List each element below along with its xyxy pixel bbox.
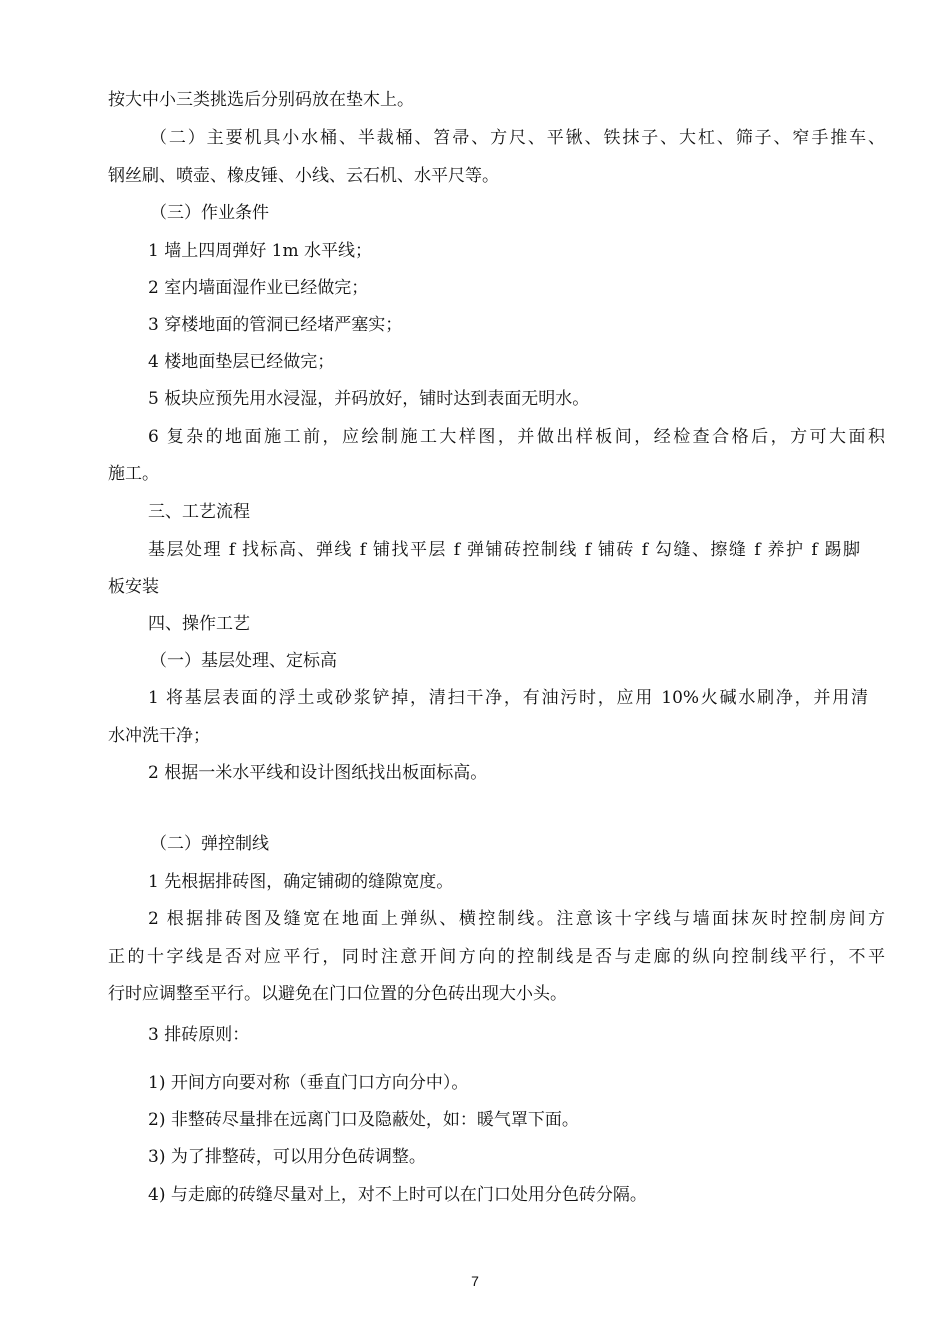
paragraph-line: 正的十字线是否对应平行，同时注意开间方向的控制线是否与走廊的纵向控制线平行，不平 xyxy=(108,947,885,967)
sub-list-item: 4) 与走廊的砖缝尽量对上，对不上时可以在门口处用分色砖分隔。 xyxy=(148,1185,647,1205)
section-heading: （一）基层处理、定标高 xyxy=(150,651,337,671)
list-item: 4 楼地面垫层已经做完； xyxy=(148,352,335,372)
section-heading: 四、操作工艺 xyxy=(148,614,250,634)
list-item: 1 将基层表面的浮土或砂浆铲掉，清扫干净，有油污时，应用 10%火碱水刷净，并用清 xyxy=(148,688,868,708)
paragraph-line: 按大中小三类挑选后分别码放在垫木上。 xyxy=(108,90,414,110)
page-number: 7 xyxy=(471,1273,479,1289)
paragraph-line: 钢丝刷、喷壶、橡皮锤、小线、云石机、水平尺等。 xyxy=(108,166,499,186)
list-item: 3 穿楼地面的管洞已经堵严塞实； xyxy=(148,315,403,335)
section-heading: 三、工艺流程 xyxy=(148,502,250,522)
list-item: 2 室内墙面湿作业已经做完； xyxy=(148,278,369,298)
list-item: 1 先根据排砖图，确定铺砌的缝隙宽度。 xyxy=(148,872,454,892)
paragraph-line: 水冲洗干净； xyxy=(108,726,210,746)
section-heading: （二）弹控制线 xyxy=(150,834,269,854)
list-item: 5 板块应预先用水浸湿，并码放好，铺时达到表面无明水。 xyxy=(148,389,590,409)
list-item: 1 墙上四周弹好 1m 水平线； xyxy=(148,241,372,261)
paragraph-line: 板安装 xyxy=(108,577,159,597)
list-item: 6 复杂的地面施工前，应绘制施工大样图，并做出样板间，经检查合格后，方可大面积 xyxy=(148,427,885,447)
sub-list-item: 2) 非整砖尽量排在远离门口及隐蔽处，如：暖气罩下面。 xyxy=(148,1110,579,1130)
process-flow: 基层处理 f 找标高、弹线 f 铺找平层 f 弹铺砖控制线 f 铺砖 f 勾缝、擦缝 f 养护 f 踢脚 xyxy=(148,540,860,560)
paragraph-line: 施工。 xyxy=(108,464,159,484)
sub-list-item: 1) 开间方向要对称（垂直门口方向分中）。 xyxy=(148,1073,469,1093)
list-item: 2 根据排砖图及缝宽在地面上弹纵、横控制线。注意该十字线与墙面抹灰时控制房间方 xyxy=(148,909,885,929)
sub-list-item: 3) 为了排整砖，可以用分色砖调整。 xyxy=(148,1147,426,1167)
list-item: 2 根据一米水平线和设计图纸找出板面标高。 xyxy=(148,763,488,783)
section-heading: （三）作业条件 xyxy=(150,203,269,223)
list-item: 3 排砖原则： xyxy=(148,1025,250,1045)
paragraph-line: 行时应调整至平行。以避免在门口位置的分色砖出现大小头。 xyxy=(108,984,567,1004)
paragraph-line: （二）主要机具小水桶、半裁桶、笤帚、方尺、平锹、铁抹子、大杠、筛子、窄手推车、 xyxy=(150,128,885,148)
